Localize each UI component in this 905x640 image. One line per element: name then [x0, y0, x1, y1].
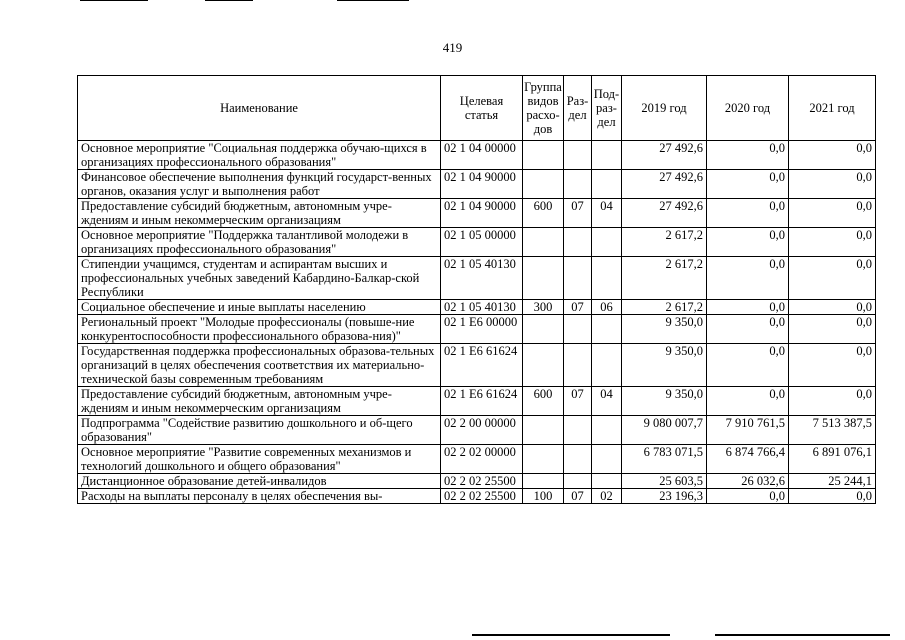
cell-name: Основное мероприятие "Социальная поддержка обучаю-щихся в организациях профессионального образования" [78, 141, 441, 170]
cell-y2020: 0,0 [707, 228, 789, 257]
table-row [78, 170, 876, 199]
table-row [78, 489, 876, 504]
cell-subsection [592, 257, 622, 300]
cell-name: Дистанционное образование детей-инвалидов [78, 474, 441, 489]
cell-section [564, 416, 592, 445]
cell-name: Предоставление субсидий бюджетным, автономным учре-ждениям и иным некоммерческим организациям [78, 387, 441, 416]
header-row [78, 76, 876, 141]
cell-name: Основное мероприятие "Поддержка талантливой молодежи в организациях профессионального образования" [78, 228, 441, 257]
cell-group: 300 [523, 300, 564, 315]
table-row [78, 141, 876, 170]
scan-line-top-1 [80, 0, 148, 1]
cell-group [523, 416, 564, 445]
cell-section [564, 474, 592, 489]
cell-y2021: 25 244,1 [789, 474, 876, 489]
table-row [78, 445, 876, 474]
cell-section [564, 344, 592, 387]
cell-code: 02 1 E6 61624 [441, 387, 523, 416]
cell-group [523, 445, 564, 474]
cell-group [523, 315, 564, 344]
cell-section: 07 [564, 300, 592, 315]
cell-subsection [592, 315, 622, 344]
cell-code: 02 2 02 00000 [441, 445, 523, 474]
cell-name: Расходы на выплаты персоналу в целях обеспечения вы- [78, 489, 441, 504]
cell-code: 02 2 02 25500 [441, 489, 523, 504]
cell-y2020: 6 874 766,4 [707, 445, 789, 474]
cell-group: 600 [523, 387, 564, 416]
cell-group [523, 228, 564, 257]
cell-code: 02 2 02 25500 [441, 474, 523, 489]
cell-y2020: 0,0 [707, 199, 789, 228]
cell-group [523, 257, 564, 300]
table-row [78, 344, 876, 387]
cell-section: 07 [564, 199, 592, 228]
cell-subsection: 04 [592, 199, 622, 228]
cell-y2021: 7 513 387,5 [789, 416, 876, 445]
table-row [78, 199, 876, 228]
cell-group: 600 [523, 199, 564, 228]
cell-name: Региональный проект "Молодые профессионалы (повыше-ние конкурентоспособности профессионального образова-ния)" [78, 315, 441, 344]
cell-y2019: 27 492,6 [622, 170, 707, 199]
cell-subsection [592, 416, 622, 445]
scan-line-top-3 [337, 0, 409, 1]
cell-subsection: 06 [592, 300, 622, 315]
cell-section: 07 [564, 387, 592, 416]
cell-y2019: 6 783 071,5 [622, 445, 707, 474]
cell-y2020: 0,0 [707, 300, 789, 315]
cell-y2019: 2 617,2 [622, 257, 707, 300]
header-group: Группа видов расхо-дов [523, 76, 564, 141]
cell-section [564, 170, 592, 199]
cell-y2019: 25 603,5 [622, 474, 707, 489]
cell-y2021: 6 891 076,1 [789, 445, 876, 474]
page-number: 419 [442, 40, 463, 55]
cell-y2021: 0,0 [789, 344, 876, 387]
table-row [78, 257, 876, 300]
cell-y2019: 2 617,2 [622, 300, 707, 315]
budget-table [77, 75, 876, 504]
cell-name: Государственная поддержка профессиональных образова-тельных организаций в целях обеспечения соответствия их материально-технической базы современным требованиям [78, 344, 441, 387]
cell-y2021: 0,0 [789, 228, 876, 257]
cell-y2021: 0,0 [789, 489, 876, 504]
cell-y2019: 9 350,0 [622, 344, 707, 387]
table-row [78, 315, 876, 344]
cell-y2021: 0,0 [789, 141, 876, 170]
cell-subsection [592, 344, 622, 387]
cell-y2019: 9 350,0 [622, 387, 707, 416]
scan-line-top-2 [205, 0, 253, 1]
cell-y2021: 0,0 [789, 170, 876, 199]
header-target: Целевая статья [441, 76, 523, 141]
cell-section [564, 257, 592, 300]
table-row [78, 387, 876, 416]
cell-y2020: 0,0 [707, 489, 789, 504]
cell-y2021: 0,0 [789, 199, 876, 228]
header-section: Раз-дел [564, 76, 592, 141]
table-row [78, 228, 876, 257]
header-2021: 2021 год [789, 76, 876, 141]
cell-subsection [592, 445, 622, 474]
cell-group [523, 344, 564, 387]
cell-subsection [592, 141, 622, 170]
cell-name: Финансовое обеспечение выполнения функций государст-венных органов, оказания услуг и выполнения работ [78, 170, 441, 199]
cell-y2021: 0,0 [789, 257, 876, 300]
cell-y2021: 0,0 [789, 387, 876, 416]
header-subsection: Под-раз-дел [592, 76, 622, 141]
cell-y2020: 0,0 [707, 257, 789, 300]
header-2019: 2019 год [622, 76, 707, 141]
cell-y2019: 2 617,2 [622, 228, 707, 257]
cell-code: 02 2 00 00000 [441, 416, 523, 445]
table-row [78, 474, 876, 489]
cell-group: 100 [523, 489, 564, 504]
cell-name: Стипендии учащимся, студентам и аспирантам высших и профессиональных учебных заведений Кабардино-Балкар-ской Республики [78, 257, 441, 300]
table-row [78, 300, 876, 315]
cell-y2019: 23 196,3 [622, 489, 707, 504]
cell-code: 02 1 04 90000 [441, 199, 523, 228]
cell-y2019: 9 080 007,7 [622, 416, 707, 445]
cell-subsection: 04 [592, 387, 622, 416]
cell-code: 02 1 04 00000 [441, 141, 523, 170]
cell-section [564, 315, 592, 344]
cell-section: 07 [564, 489, 592, 504]
cell-code: 02 1 04 90000 [441, 170, 523, 199]
cell-code: 02 1 05 40130 [441, 257, 523, 300]
cell-y2020: 0,0 [707, 170, 789, 199]
cell-name: Основное мероприятие "Развитие современных механизмов и технологий дошкольного и общего образования" [78, 445, 441, 474]
cell-subsection [592, 170, 622, 199]
cell-name: Подпрограмма "Содействие развитию дошкольного и об-щего образования" [78, 416, 441, 445]
cell-code: 02 1 E6 61624 [441, 344, 523, 387]
header-2020: 2020 год [707, 76, 789, 141]
cell-y2019: 27 492,6 [622, 199, 707, 228]
cell-name: Социальное обеспечение и иные выплаты населению [78, 300, 441, 315]
cell-subsection: 02 [592, 489, 622, 504]
cell-y2020: 0,0 [707, 315, 789, 344]
cell-section [564, 445, 592, 474]
cell-y2019: 9 350,0 [622, 315, 707, 344]
cell-y2020: 26 032,6 [707, 474, 789, 489]
cell-group [523, 141, 564, 170]
scan-line-bottom-1 [472, 634, 670, 636]
cell-y2020: 0,0 [707, 387, 789, 416]
scan-line-bottom-2 [715, 634, 890, 636]
cell-y2020: 0,0 [707, 141, 789, 170]
table-row [78, 416, 876, 445]
cell-subsection [592, 474, 622, 489]
cell-section [564, 228, 592, 257]
cell-subsection [592, 228, 622, 257]
cell-group [523, 474, 564, 489]
header-name: Наименование [78, 76, 441, 141]
cell-section [564, 141, 592, 170]
cell-y2020: 0,0 [707, 344, 789, 387]
cell-code: 02 1 05 00000 [441, 228, 523, 257]
cell-group [523, 170, 564, 199]
cell-y2021: 0,0 [789, 300, 876, 315]
cell-code: 02 1 05 40130 [441, 300, 523, 315]
cell-y2020: 7 910 761,5 [707, 416, 789, 445]
cell-y2019: 27 492,6 [622, 141, 707, 170]
cell-name: Предоставление субсидий бюджетным, автономным учре-ждениям и иным некоммерческим организациям [78, 199, 441, 228]
cell-y2021: 0,0 [789, 315, 876, 344]
cell-code: 02 1 E6 00000 [441, 315, 523, 344]
